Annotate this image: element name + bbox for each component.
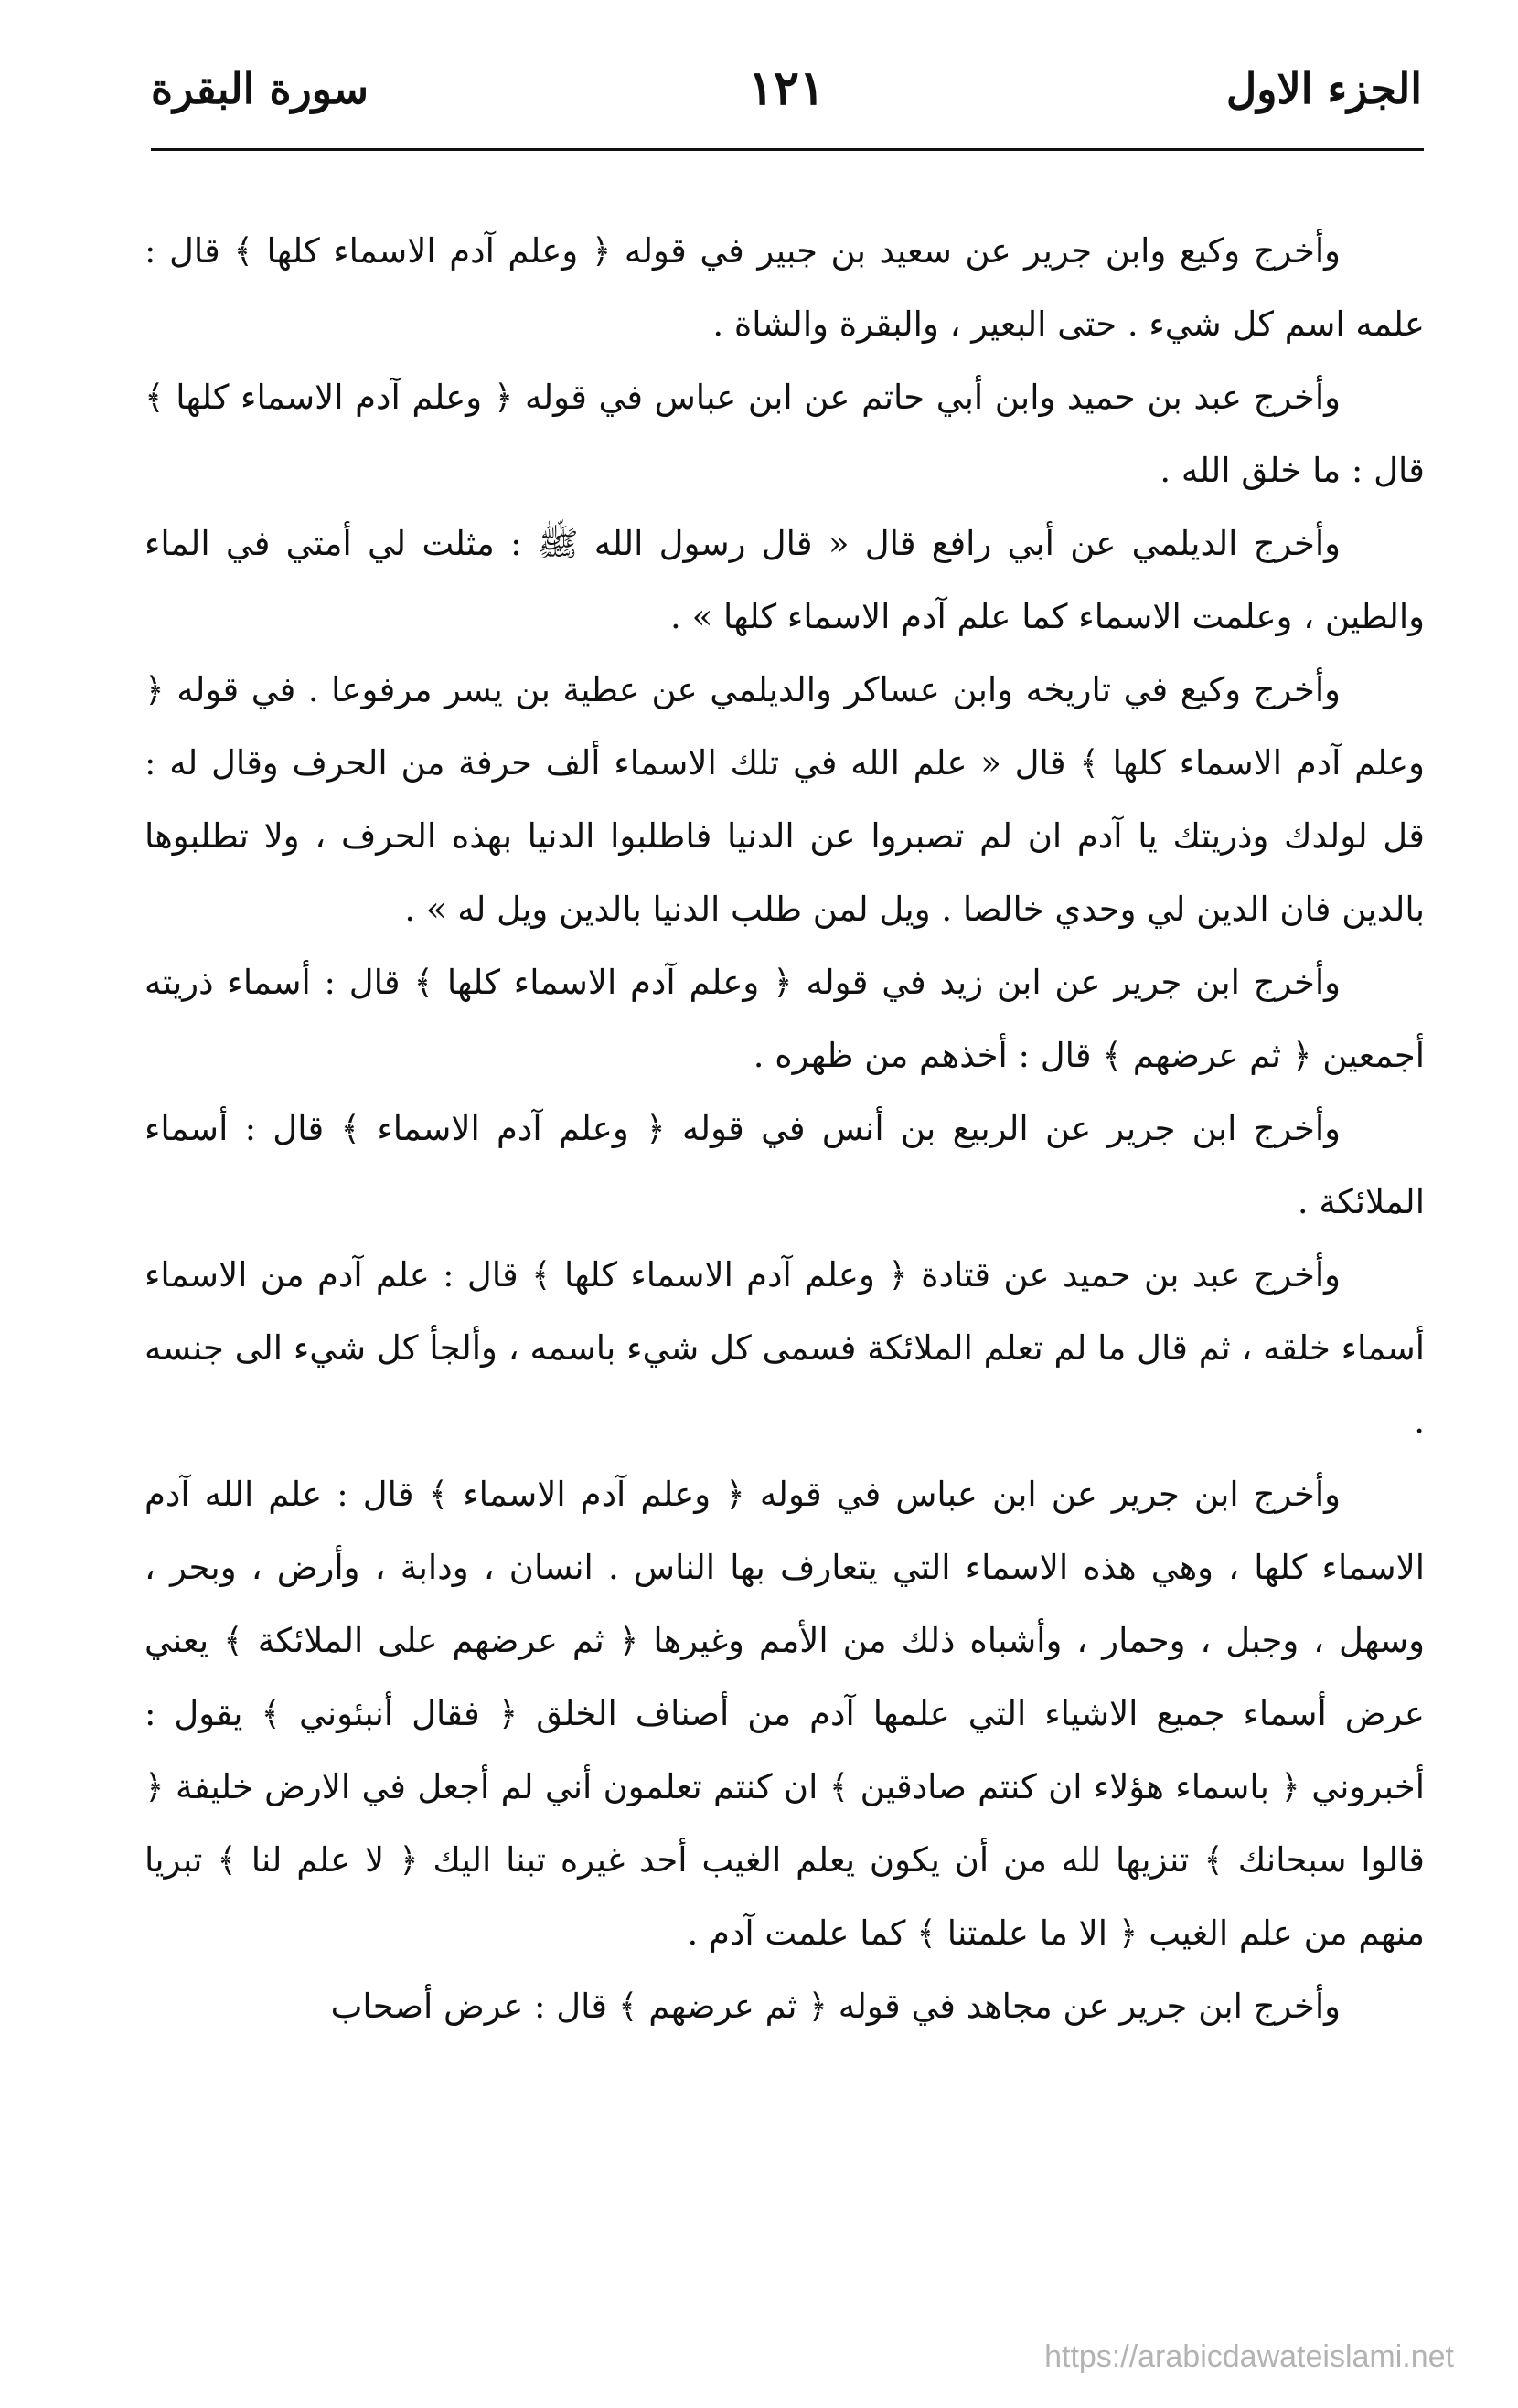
part-title: الجزء الاول <box>1225 64 1422 113</box>
page-number: ١٢١ <box>748 60 825 116</box>
paragraph: وأخرج ابن جرير عن الربيع بن أنس في قوله ﴿ وعلم آدم الاسماء ﴾ قال : أسماء الملائكة . <box>144 1109 1425 1221</box>
paragraph: وأخرج ابن جرير عن ابن عباس في قوله ﴿ وعلم آدم الاسماء ﴾ قال : علم الله آدم الاسماء كلها ، وهي هذه الاسماء التي يتعارف بها الناس . انسان ، ودابة ، وأرض ، وبحر ، وسهل ، وجبل ، وحمار ، وأشباه ذلك من الأمم وغيرها ﴿ ثم عرضهم على الملائكة ﴾ يعني عرض أسماء جميع الاشياء التي علمها آدم من أصناف الخلق ﴿ فقال أنبئوني ﴾ يقول : أخبروني ﴿ باسماء هؤلاء ان كنتم صادقين ﴾ ان كنتم تعلمون أني لم أجعل في الارض خليفة ﴿ قالوا سبحانك ﴾ تنزيها لله من أن يكون يعلم الغيب أحد غيره تبنا اليك ﴿ لا علم لنا ﴾ تبريا منهم من علم الغيب ﴿ الا ما علمتنا ﴾ كما علمت آدم . <box>144 1475 1425 1953</box>
paragraph: وأخرج وكيع في تاريخه وابن عساكر والديلمي عن عطية بن يسر مرفوعا . في قوله ﴿ وعلم آدم الاسماء كلها ﴾ قال « علم الله في تلك الاسماء ألف حرفة من الحرف وقال له : قل لولدك وذريتك يا آدم ان لم تصبروا عن الدنيا فاطلبوا الدنيا بهذه الحرف ، ولا تطلبوها بالدين فان الدين لي وحدي خالصا . ويل لمن طلب الدنيا بالدين ويل له » . <box>144 670 1425 929</box>
surah-title: سورة البقرة <box>151 64 369 113</box>
page-body <box>144 215 1425 2043</box>
watermark-url: https://arabicdawateislami.net <box>1044 2339 1454 2374</box>
paragraph: وأخرج وكيع وابن جرير عن سعيد بن جبير في قوله ﴿ وعلم آدم الاسماء كلها ﴾ قال : علمه اسم كل شيء . حتى البعير ، والبقرة والشاة . <box>144 231 1425 344</box>
paragraph: وأخرج الديلمي عن أبي رافع قال « قال رسول الله ﷺ : مثلت لي أمتي في الماء والطين ، وعلمت الاسماء كما علم آدم الاسماء كلها » . <box>144 524 1425 636</box>
paragraph: وأخرج ابن جرير عن ابن زيد في قوله ﴿ وعلم آدم الاسماء كلها ﴾ قال : أسماء ذريته أجمعين ﴿ ثم عرضهم ﴾ قال : أخذهم من ظهره . <box>144 963 1425 1075</box>
paragraph: وأخرج عبد بن حميد عن قتادة ﴿ وعلم آدم الاسماء كلها ﴾ قال : علم آدم من الاسماء أسماء خلقه ، ثم قال ما لم تعلم الملائكة فسمى كل شيء باسمه ، وألجأ كل شيء الى جنسه . <box>144 1255 1425 1441</box>
paragraph: وأخرج عبد بن حميد وابن أبي حاتم عن ابن عباس في قوله ﴿ وعلم آدم الاسماء كلها ﴾ قال : ما خلق الله . <box>144 378 1425 490</box>
page-header <box>151 60 1422 146</box>
header-rule <box>151 148 1424 151</box>
paragraph: وأخرج ابن جرير عن مجاهد في قوله ﴿ ثم عرضهم ﴾ قال : عرض أصحاب <box>330 1987 1341 2026</box>
